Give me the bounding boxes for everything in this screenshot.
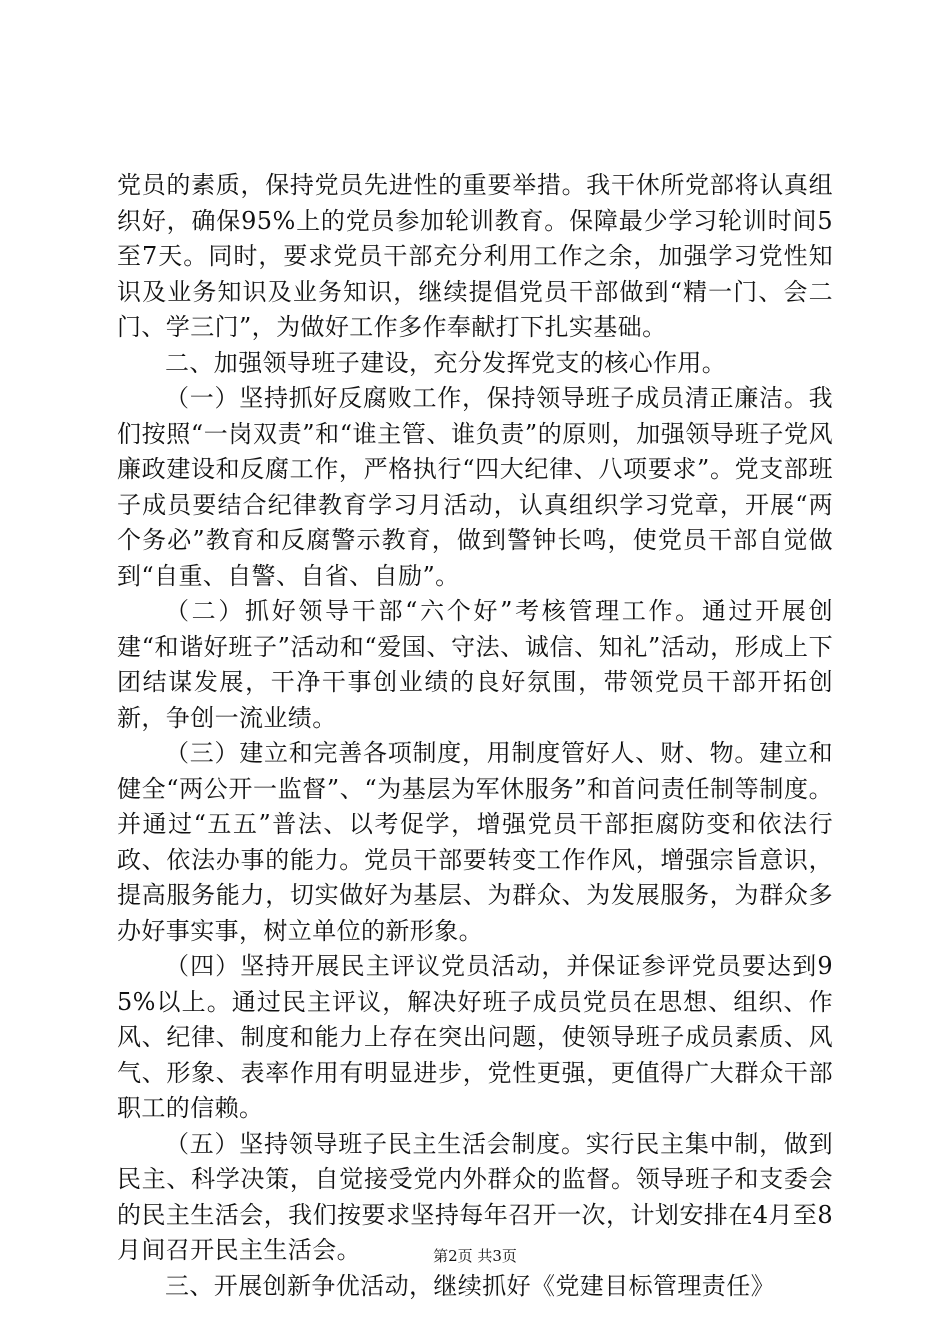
page-number-footer: 第2页 共3页: [433, 1247, 517, 1265]
section-heading-3: 三、开展创新争优活动，继续抓好《党建目标管理责任》: [165, 1271, 775, 1300]
paragraph-item-1: （一）坚持抓好反腐败工作，保持领导班子成员清正廉洁。我们按照“一岗双责”和“谁主管、谁负责”的原则，加强领导班子党风廉政建设和反腐工作，严格执行“四大纪律、八项要求”。党支部班子成员要结合纪律教育学习月活动，认真组织学习党章，开展“两个务必”教育和反腐警示教育，做到警钟长鸣，使党员干部自觉做到“自重、自警、自省、自励”。: [117, 384, 833, 590]
paragraph-item-2: （二）抓好领导干部“六个好”考核管理工作。通过开展创建“和谐好班子”活动和“爱国、守法、诚信、知礼”活动，形成上下团结谋发展，干净干事创业绩的良好氛围，带领党员干部开拓创新，争创一流业绩。: [117, 597, 833, 732]
section-heading-2: 二、加强领导班子建设，充分发挥党支的核心作用。: [165, 348, 727, 377]
paragraph-continuation: 党员的素质，保持党员先进性的重要举措。我干休所党部将认真组织好，确保95%上的党员参加轮训教育。保障最少学习轮训时间5至7天。同时，要求党员干部充分利用工作之余，加强学习党性知识及业务知识及业务知识，继续提倡党员干部做到“精一门、会二门、学三门”，为做好工作多作奉献打下扎实基础。: [117, 171, 833, 341]
paragraph-item-3: （三）建立和完善各项制度，用制度管好人、财、物。建立和健全“两公开一监督”、“为基层为军休服务”和首问责任制等制度。并通过“五五”普法、以考促学，增强党员干部拒腐防变和依法行政、依法办事的能力。党员干部要转变工作作风，增强宗旨意识，提高服务能力，切实做好为基层、为群众、为发展服务，为群众多办好事实事，树立单位的新形象。: [117, 739, 833, 945]
paragraph-item-5: （五）坚持领导班子民主生活会制度。实行民主集中制，做到民主、科学决策，自觉接受党内外群众的监督。领导班子和支委会的民主生活会，我们按要求坚持每年召开一次，计划安排在4月至8月间召开民主生活会。: [117, 1129, 833, 1264]
paragraph-item-4: （四）坚持开展民主评议党员活动，并保证参评党员要达到95%以上。通过民主评议，解决好班子成员党员在思想、组织、作风、纪律、制度和能力上存在突出问题，使领导班子成员素质、风气、形象、表率作用有明显进步，党性更强，更值得广大群众干部职工的信赖。: [117, 952, 833, 1122]
document-body: [117, 168, 833, 1304]
